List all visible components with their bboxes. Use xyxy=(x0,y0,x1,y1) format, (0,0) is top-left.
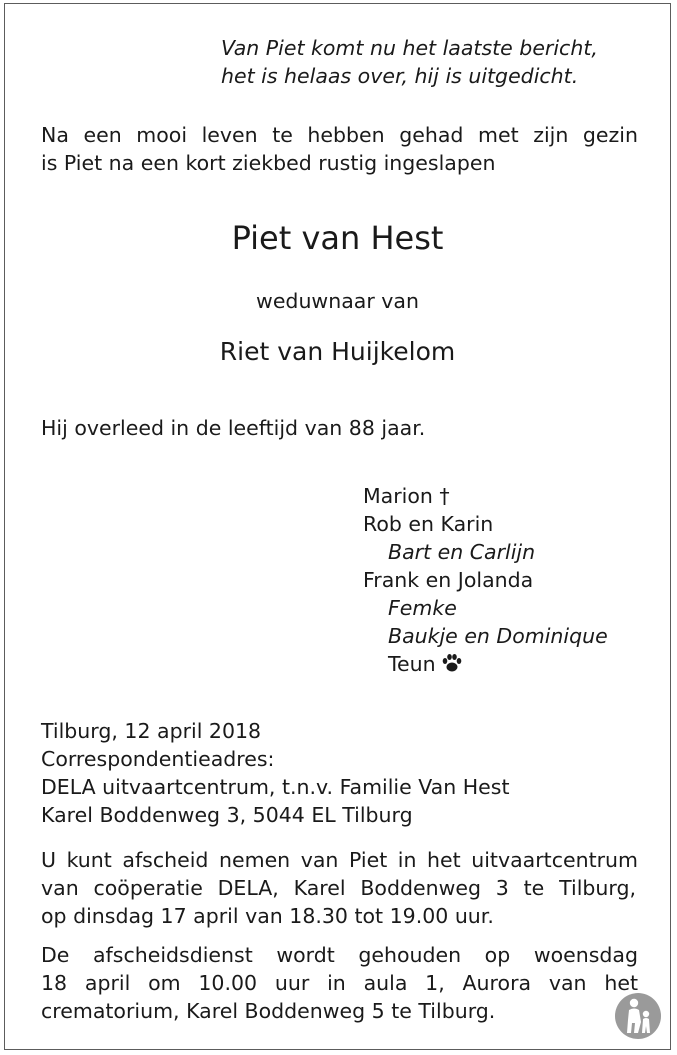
farewell-line-3: op dinsdag 17 april van 18.30 tot 19.00 uur. xyxy=(41,904,494,928)
address-line-1: DELA uitvaartcentrum, t.n.v. Familie Van Hest xyxy=(41,775,510,799)
family-member xyxy=(388,650,463,678)
service-line-2: 18 april om 10.00 uur in aula 1, Aurora van het xyxy=(41,971,638,995)
family-member-name: Femke xyxy=(388,596,457,620)
family-member-name: Teun xyxy=(388,652,436,676)
intro-line-2: is Piet na een kort ziekbed rustig ingeslapen xyxy=(41,151,496,175)
memorial-logo-icon xyxy=(614,992,662,1040)
paw-print-icon xyxy=(441,653,463,673)
relation-text: weduwnaar van xyxy=(256,289,419,313)
farewell-line-1: U kunt afscheid nemen van Piet in het uitvaartcentrum xyxy=(41,848,638,872)
age-line: Hij overleed in de leeftijd van 88 jaar. xyxy=(41,416,426,440)
family-member xyxy=(388,538,535,566)
poem-line-1: Van Piet komt nu het laatste bericht, xyxy=(221,36,598,60)
family-member xyxy=(388,622,608,650)
address-label: Correspondentieadres: xyxy=(41,747,275,771)
intro-line-1: Na een mooi leven te hebben gehad met zijn gezin xyxy=(41,123,638,147)
farewell-line-2: van coöperatie DELA, Karel Boddenweg 3 te Tilburg, xyxy=(41,876,636,900)
family-member-name: Baukje en Dominique xyxy=(388,624,608,648)
spouse-name: Riet van Huijkelom xyxy=(219,337,456,366)
family-member-name: Marion † xyxy=(363,484,450,508)
address-line-2: Karel Boddenweg 3, 5044 EL Tilburg xyxy=(41,803,413,827)
family-member xyxy=(363,482,450,510)
family-member-name: Frank en Jolanda xyxy=(363,568,534,592)
poem-line-2: het is helaas over, hij is uitgedicht. xyxy=(221,64,579,88)
family-member xyxy=(388,594,457,622)
deceased-name: Piet van Hest xyxy=(231,219,444,257)
service-line-3: crematorium, Karel Boddenweg 5 te Tilburg. xyxy=(41,999,496,1023)
family-member-name: Rob en Karin xyxy=(363,512,494,536)
service-line-1: De afscheidsdienst wordt gehouden op woensdag xyxy=(41,943,638,967)
death-notice xyxy=(4,3,671,1050)
family-member xyxy=(363,510,493,538)
place-date: Tilburg, 12 april 2018 xyxy=(41,719,262,743)
family-member-name: Bart en Carlijn xyxy=(388,540,536,564)
family-member xyxy=(363,566,533,594)
